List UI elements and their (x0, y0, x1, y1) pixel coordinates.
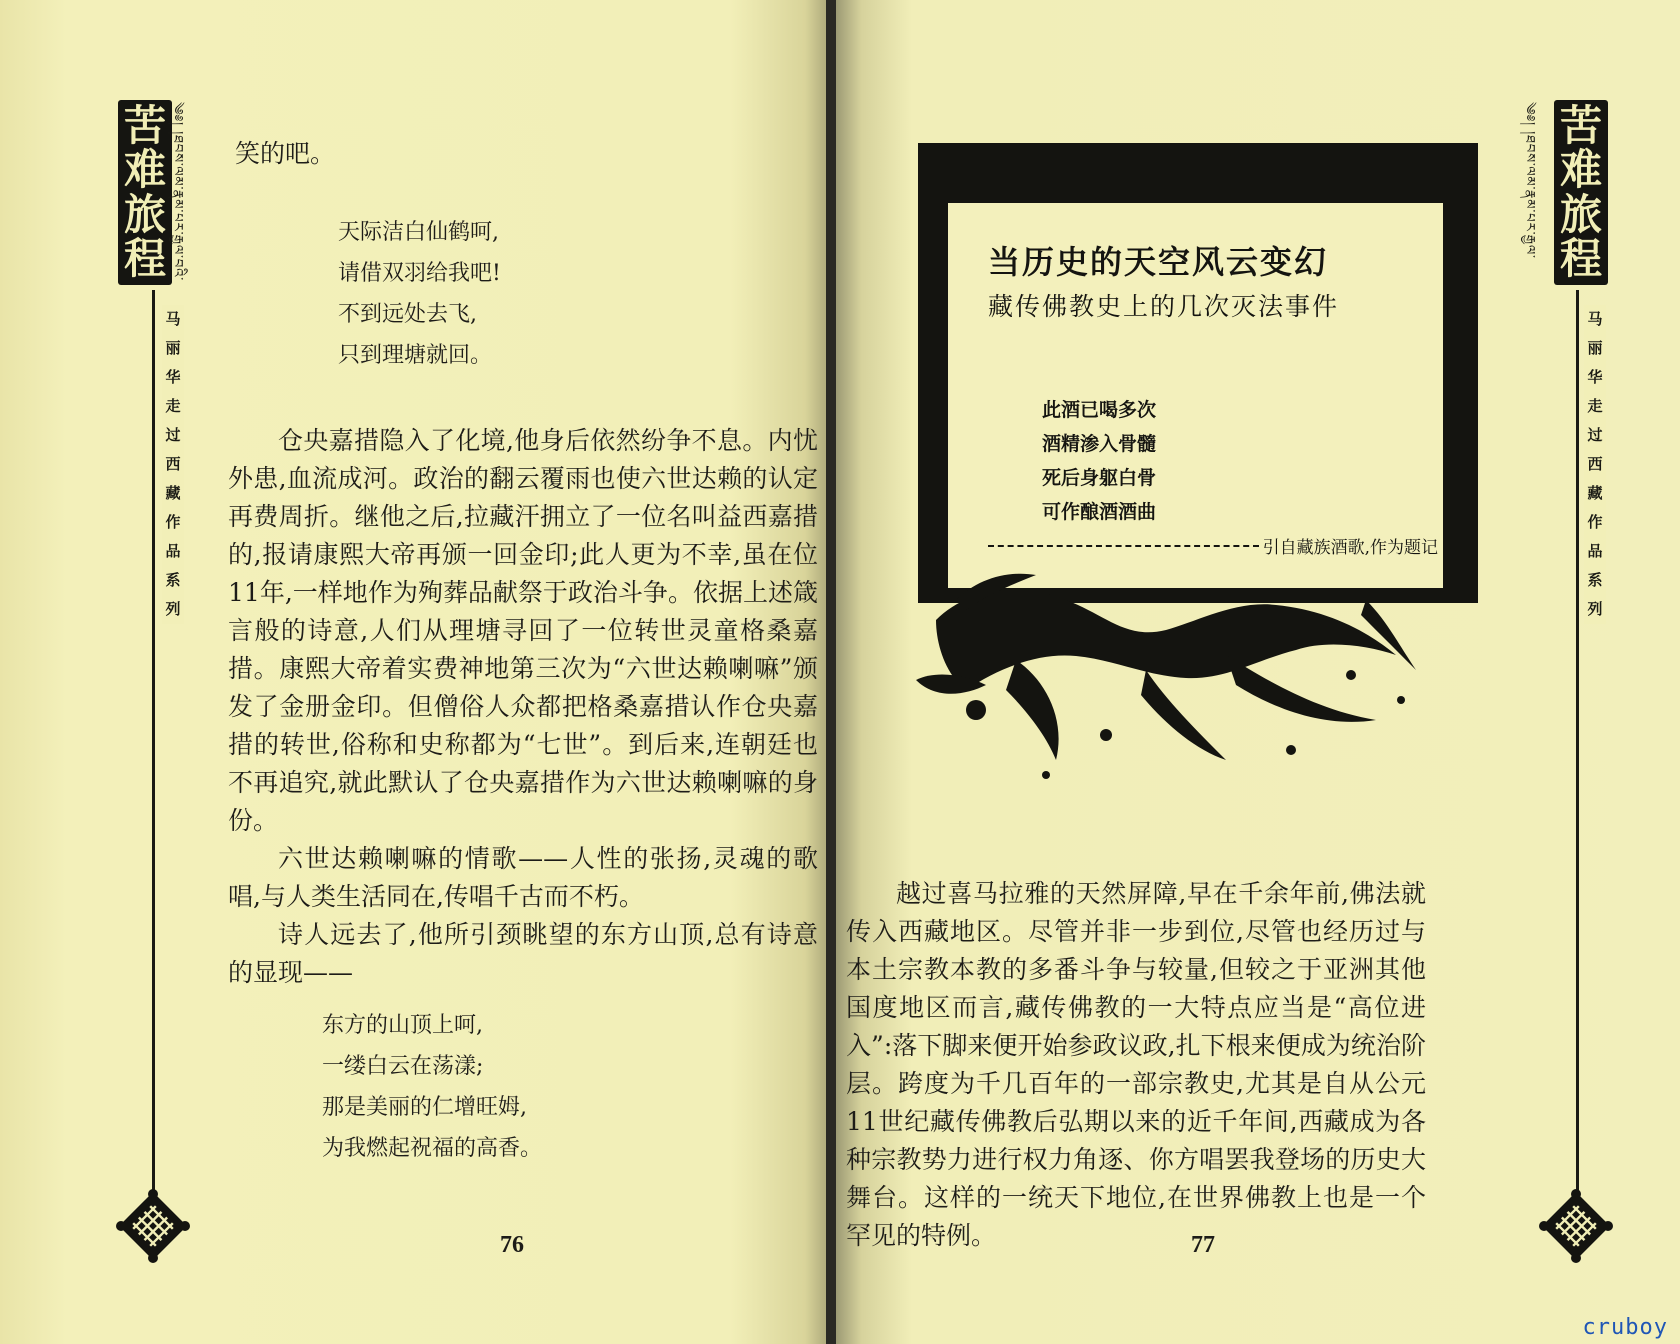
watermark-text: cruboy (1582, 1315, 1668, 1340)
title-char: 程 (123, 233, 166, 283)
series-char: 走 (1587, 397, 1603, 415)
series-char: 列 (165, 600, 181, 618)
poem-2 (322, 1005, 542, 1169)
series-char: 华 (165, 368, 181, 386)
title-char: 难 (123, 145, 166, 195)
series-char: 华 (1587, 368, 1603, 386)
title-char: 旅 (1559, 189, 1602, 239)
page-number: 77 (1191, 1232, 1215, 1258)
series-char: 过 (165, 426, 181, 444)
title-char: 程 (1559, 233, 1602, 283)
paragraph: 六世达赖喇嘛的情歌——人性的张扬,灵魂的歌唱,与人类生活同在,传唱千古而不朽。 (228, 844, 818, 911)
verse-line: 此酒已喝多次 (1042, 399, 1157, 421)
series-char: 藏 (165, 484, 181, 502)
series-label (162, 305, 184, 624)
series-char: 系 (1587, 571, 1603, 589)
citation-text: 引自藏族酒歌,作为题记 (1262, 538, 1438, 558)
series-char: 西 (165, 455, 181, 473)
poem-line: 那是美丽的仁增旺姆, (322, 1095, 527, 1120)
series-char: 西 (1587, 455, 1603, 473)
verse-line: 死后身躯白骨 (1042, 467, 1157, 489)
series-label (1584, 305, 1606, 624)
page-number: 76 (500, 1232, 524, 1258)
verse-line: 可作酿酒酒曲 (1042, 501, 1157, 523)
left-page (0, 0, 830, 1344)
series-char: 作 (1587, 513, 1603, 531)
tibetan-script: ༄༅། །ཐབས་ལམ་རྣམ་པར་རྒྱལ་ (1522, 102, 1537, 259)
series-char: 丽 (1587, 339, 1603, 357)
title-char: 旅 (123, 189, 166, 239)
series-char: 作 (165, 513, 181, 531)
series-char: 丽 (165, 339, 181, 357)
series-char: 过 (1587, 426, 1603, 444)
paragraph: 越过喜马拉雅的天然屏障,早在千余年前,佛法就传入西藏地区。尽管并非一步到位,尽管也经历过与本土宗教本教的多番斗争与较量,但较之于亚洲其他国度地区而言,藏传佛教的一大特点应当是“高位进入”:落下脚来便开始参政议政,扎下根来便成为统治阶层。跨度为千几百年的一部宗教史,尤其是自从公元11世纪藏传佛教后弘期以来的近千年间,西藏成为各种宗教势力进行权力角逐、你方唱罢我登场的历史大舞台。这样的一统天下地位,在世界佛教上也是一个罕见的特例。 (846, 879, 1426, 1250)
poem-line: 不到远处去飞, (338, 302, 477, 327)
sidebar-line (152, 290, 155, 1240)
series-char: 品 (1587, 542, 1603, 560)
series-char: 马 (1587, 310, 1603, 328)
sidebar-line (1576, 290, 1579, 1240)
title-char: 苦 (123, 101, 166, 151)
chapter-title: 当历史的天空风云变幻 (988, 243, 1329, 281)
epigraph-citation (988, 533, 1438, 558)
series-char: 藏 (1587, 484, 1603, 502)
verse-line: 酒精渗入骨髓 (1042, 433, 1157, 455)
left-body (228, 422, 818, 992)
chapter-subtitle: 藏传佛教史上的几次灭法事件 (988, 292, 1340, 321)
right-sidebar (1522, 100, 1622, 1260)
series-char: 品 (165, 542, 181, 560)
poem-line: 东方的山顶上呵, (322, 1013, 483, 1038)
title-char: 难 (1559, 145, 1602, 195)
chapter-frame (918, 143, 1478, 603)
right-page (836, 0, 1680, 1344)
series-char: 系 (165, 571, 181, 589)
poem-line: 天际洁白仙鹤呵, (338, 220, 499, 245)
book-title-block (1554, 100, 1608, 285)
right-body (846, 875, 1426, 1255)
lead-text (235, 135, 820, 173)
epigraph-verse (1042, 393, 1156, 529)
dashed-rule (988, 545, 1259, 547)
title-char: 苦 (1559, 101, 1602, 151)
tibetan-script: ༄༅། །ཐབས་ལམ་རྣམ་པར་རྒྱལ་བའི་ (170, 102, 185, 282)
chapter-frame-inner (948, 203, 1443, 588)
series-char: 列 (1587, 600, 1603, 618)
lead-line: 笑的吧。 (235, 139, 336, 168)
endless-knot-icon (1538, 1188, 1614, 1264)
poem-line: 一缕白云在荡漾; (322, 1054, 484, 1079)
series-char: 马 (165, 310, 181, 328)
endless-knot-icon (115, 1188, 191, 1264)
series-char: 走 (165, 397, 181, 415)
left-sidebar (118, 100, 208, 1260)
poem-line: 为我燃起祝福的高香。 (322, 1136, 543, 1161)
poem-1 (338, 212, 501, 376)
poem-line: 请借双羽给我吧! (338, 261, 501, 286)
poem-line: 只到理塘就回。 (338, 343, 493, 368)
paragraph: 诗人远去了,他所引颈眺望的东方山顶,总有诗意的显现—— (228, 920, 818, 987)
ink-splash-decoration (896, 560, 1456, 800)
paragraph: 仓央嘉措隐入了化境,他身后依然纷争不息。内忧外患,血流成河。政治的翻云覆雨也使六世达赖的认定再费周折。继他之后,拉藏汗拥立了一位名叫益西嘉措的,报请康熙大帝再颁一回金印;此人更为不幸,虽在位11年,一样地作为殉葬品献祭于政治斗争。依据上述箴言般的诗意,人们从理塘寻回了一位转世灵童格桑嘉措。康熙大帝着实费神地第三次为“六世达赖喇嘛”颁发了金册金印。但僧俗人众都把格桑嘉措认作仓央嘉措的转世,俗称和史称都为“七世”。到后来,连朝廷也不再追究,就此默认了仓央嘉措作为六世达赖喇嘛的身份。 (228, 426, 818, 835)
